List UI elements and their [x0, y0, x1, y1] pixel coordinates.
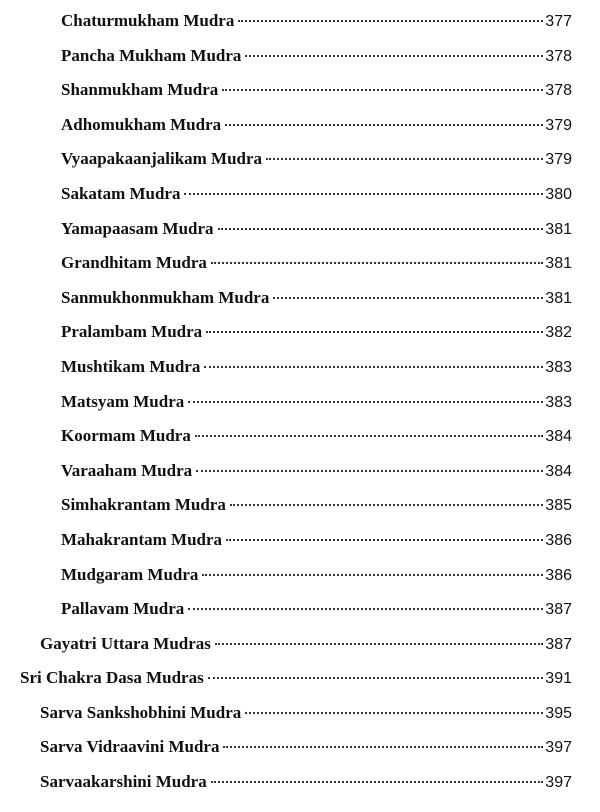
toc-entry	[0, 4, 600, 39]
dot-leader	[245, 55, 543, 57]
toc-entry-title: Mushtikam Mudra	[61, 356, 201, 376]
toc-entry-title: Pralambam Mudra	[61, 322, 203, 342]
toc-entry-page: 384	[545, 428, 572, 446]
dot-leader	[225, 124, 543, 126]
toc-entry-page: 381	[545, 220, 572, 238]
toc-entry-title: Simhakrantam Mudra	[61, 495, 226, 515]
toc-entry-page: 379	[545, 116, 572, 134]
dot-leader	[245, 712, 543, 714]
dot-leader	[211, 262, 543, 264]
toc-entry-title: Shanmukham Mudra	[61, 80, 219, 100]
toc-entry-title: Yamapaasam Mudra	[61, 218, 214, 238]
toc-entry-page: 385	[545, 497, 572, 515]
toc-entry	[0, 350, 600, 385]
dot-leader	[211, 781, 544, 783]
toc-entry	[0, 385, 600, 420]
toc-entry	[0, 488, 600, 523]
dot-leader	[226, 539, 543, 541]
toc-entry-title: Adhomukham Mudra	[61, 114, 222, 134]
dot-leader	[230, 504, 543, 506]
toc-entry-page: 381	[545, 289, 572, 307]
toc-entry-page: 379	[545, 151, 572, 169]
toc-entry-title: Koormam Mudra	[61, 426, 191, 446]
toc-entry-page: 383	[545, 358, 572, 376]
dot-leader	[196, 470, 543, 472]
dot-leader	[222, 89, 543, 91]
dot-leader	[202, 574, 543, 576]
toc-entry-title: Mudgaram Mudra	[61, 564, 199, 584]
toc-entry-title: Varaaham Mudra	[61, 460, 193, 480]
toc-entry	[0, 696, 600, 731]
toc-entry-title: Vyaapakaanjalikam Mudra	[61, 149, 263, 169]
dot-leader	[273, 297, 543, 299]
toc-entry-page: 383	[545, 393, 572, 411]
toc-entry	[0, 765, 600, 800]
toc-entry	[0, 246, 600, 281]
dot-leader	[206, 331, 543, 333]
dot-leader	[184, 193, 543, 195]
toc-entry-title: Pancha Mukham Mudra	[61, 45, 242, 65]
toc-entry-page: 395	[545, 704, 572, 722]
dot-leader	[215, 643, 543, 645]
dot-leader	[208, 677, 544, 679]
toc-entry-title: Sri Chakra Dasa Mudras	[20, 668, 204, 688]
toc-entry	[0, 454, 600, 489]
dot-leader	[195, 435, 543, 437]
dot-leader	[188, 401, 543, 403]
dot-leader	[204, 366, 543, 368]
toc-entry-title: Chaturmukham Mudra	[61, 11, 235, 30]
toc-entry-page: 381	[545, 255, 572, 273]
toc-entry-title: Matsyam Mudra	[61, 391, 185, 411]
toc-entry	[0, 108, 600, 143]
toc-entry-page: 386	[545, 531, 572, 549]
toc-entry	[0, 592, 600, 627]
toc-entry	[0, 73, 600, 108]
dot-leader	[238, 20, 543, 22]
toc-entry	[0, 523, 600, 558]
toc-entry	[0, 142, 600, 177]
toc-entry-page: 397	[545, 774, 572, 792]
toc-entry-page: 387	[545, 635, 572, 653]
toc-entry-page: 378	[545, 47, 572, 65]
toc-entry-page: 378	[545, 82, 572, 100]
toc-entry-title: Grandhitam Mudra	[61, 253, 207, 273]
toc-entry	[0, 39, 600, 74]
toc-entry-page: 377	[545, 13, 572, 30]
toc-entry-page: 386	[545, 566, 572, 584]
toc-entry-title: Sakatam Mudra	[61, 183, 181, 203]
toc-entry	[0, 281, 600, 316]
toc-entry	[0, 627, 600, 662]
toc-entry-page: 382	[545, 324, 572, 342]
toc-entry-page: 384	[545, 462, 572, 480]
toc-entry-title: Sarva Sankshobhini Mudra	[40, 702, 242, 722]
toc-entry-title: Sanmukhonmukham Mudra	[61, 287, 270, 307]
toc-entry-page: 397	[545, 739, 572, 757]
toc-entry	[0, 730, 600, 765]
toc-entry	[0, 315, 600, 350]
toc-entry-title: Sarva Vidraavini Mudra	[40, 737, 220, 757]
toc-entry-title: Sarvaakarshini Mudra	[40, 772, 207, 792]
toc-entry-page: 387	[545, 601, 572, 619]
toc-entry	[0, 419, 600, 454]
toc-entry	[0, 177, 600, 212]
dot-leader	[218, 228, 544, 230]
toc-entry	[0, 558, 600, 593]
dot-leader	[188, 608, 543, 610]
toc-entry	[0, 212, 600, 247]
toc-entry	[0, 661, 600, 696]
dot-leader	[223, 746, 543, 748]
toc-entry-page: 391	[545, 670, 572, 688]
toc-entry-title: Pallavam Mudra	[61, 599, 185, 619]
toc-entry-title: Mahakrantam Mudra	[61, 529, 223, 549]
toc-entry-title: Gayatri Uttara Mudras	[40, 633, 211, 653]
toc-entry-page: 380	[545, 185, 572, 203]
dot-leader	[266, 158, 543, 160]
